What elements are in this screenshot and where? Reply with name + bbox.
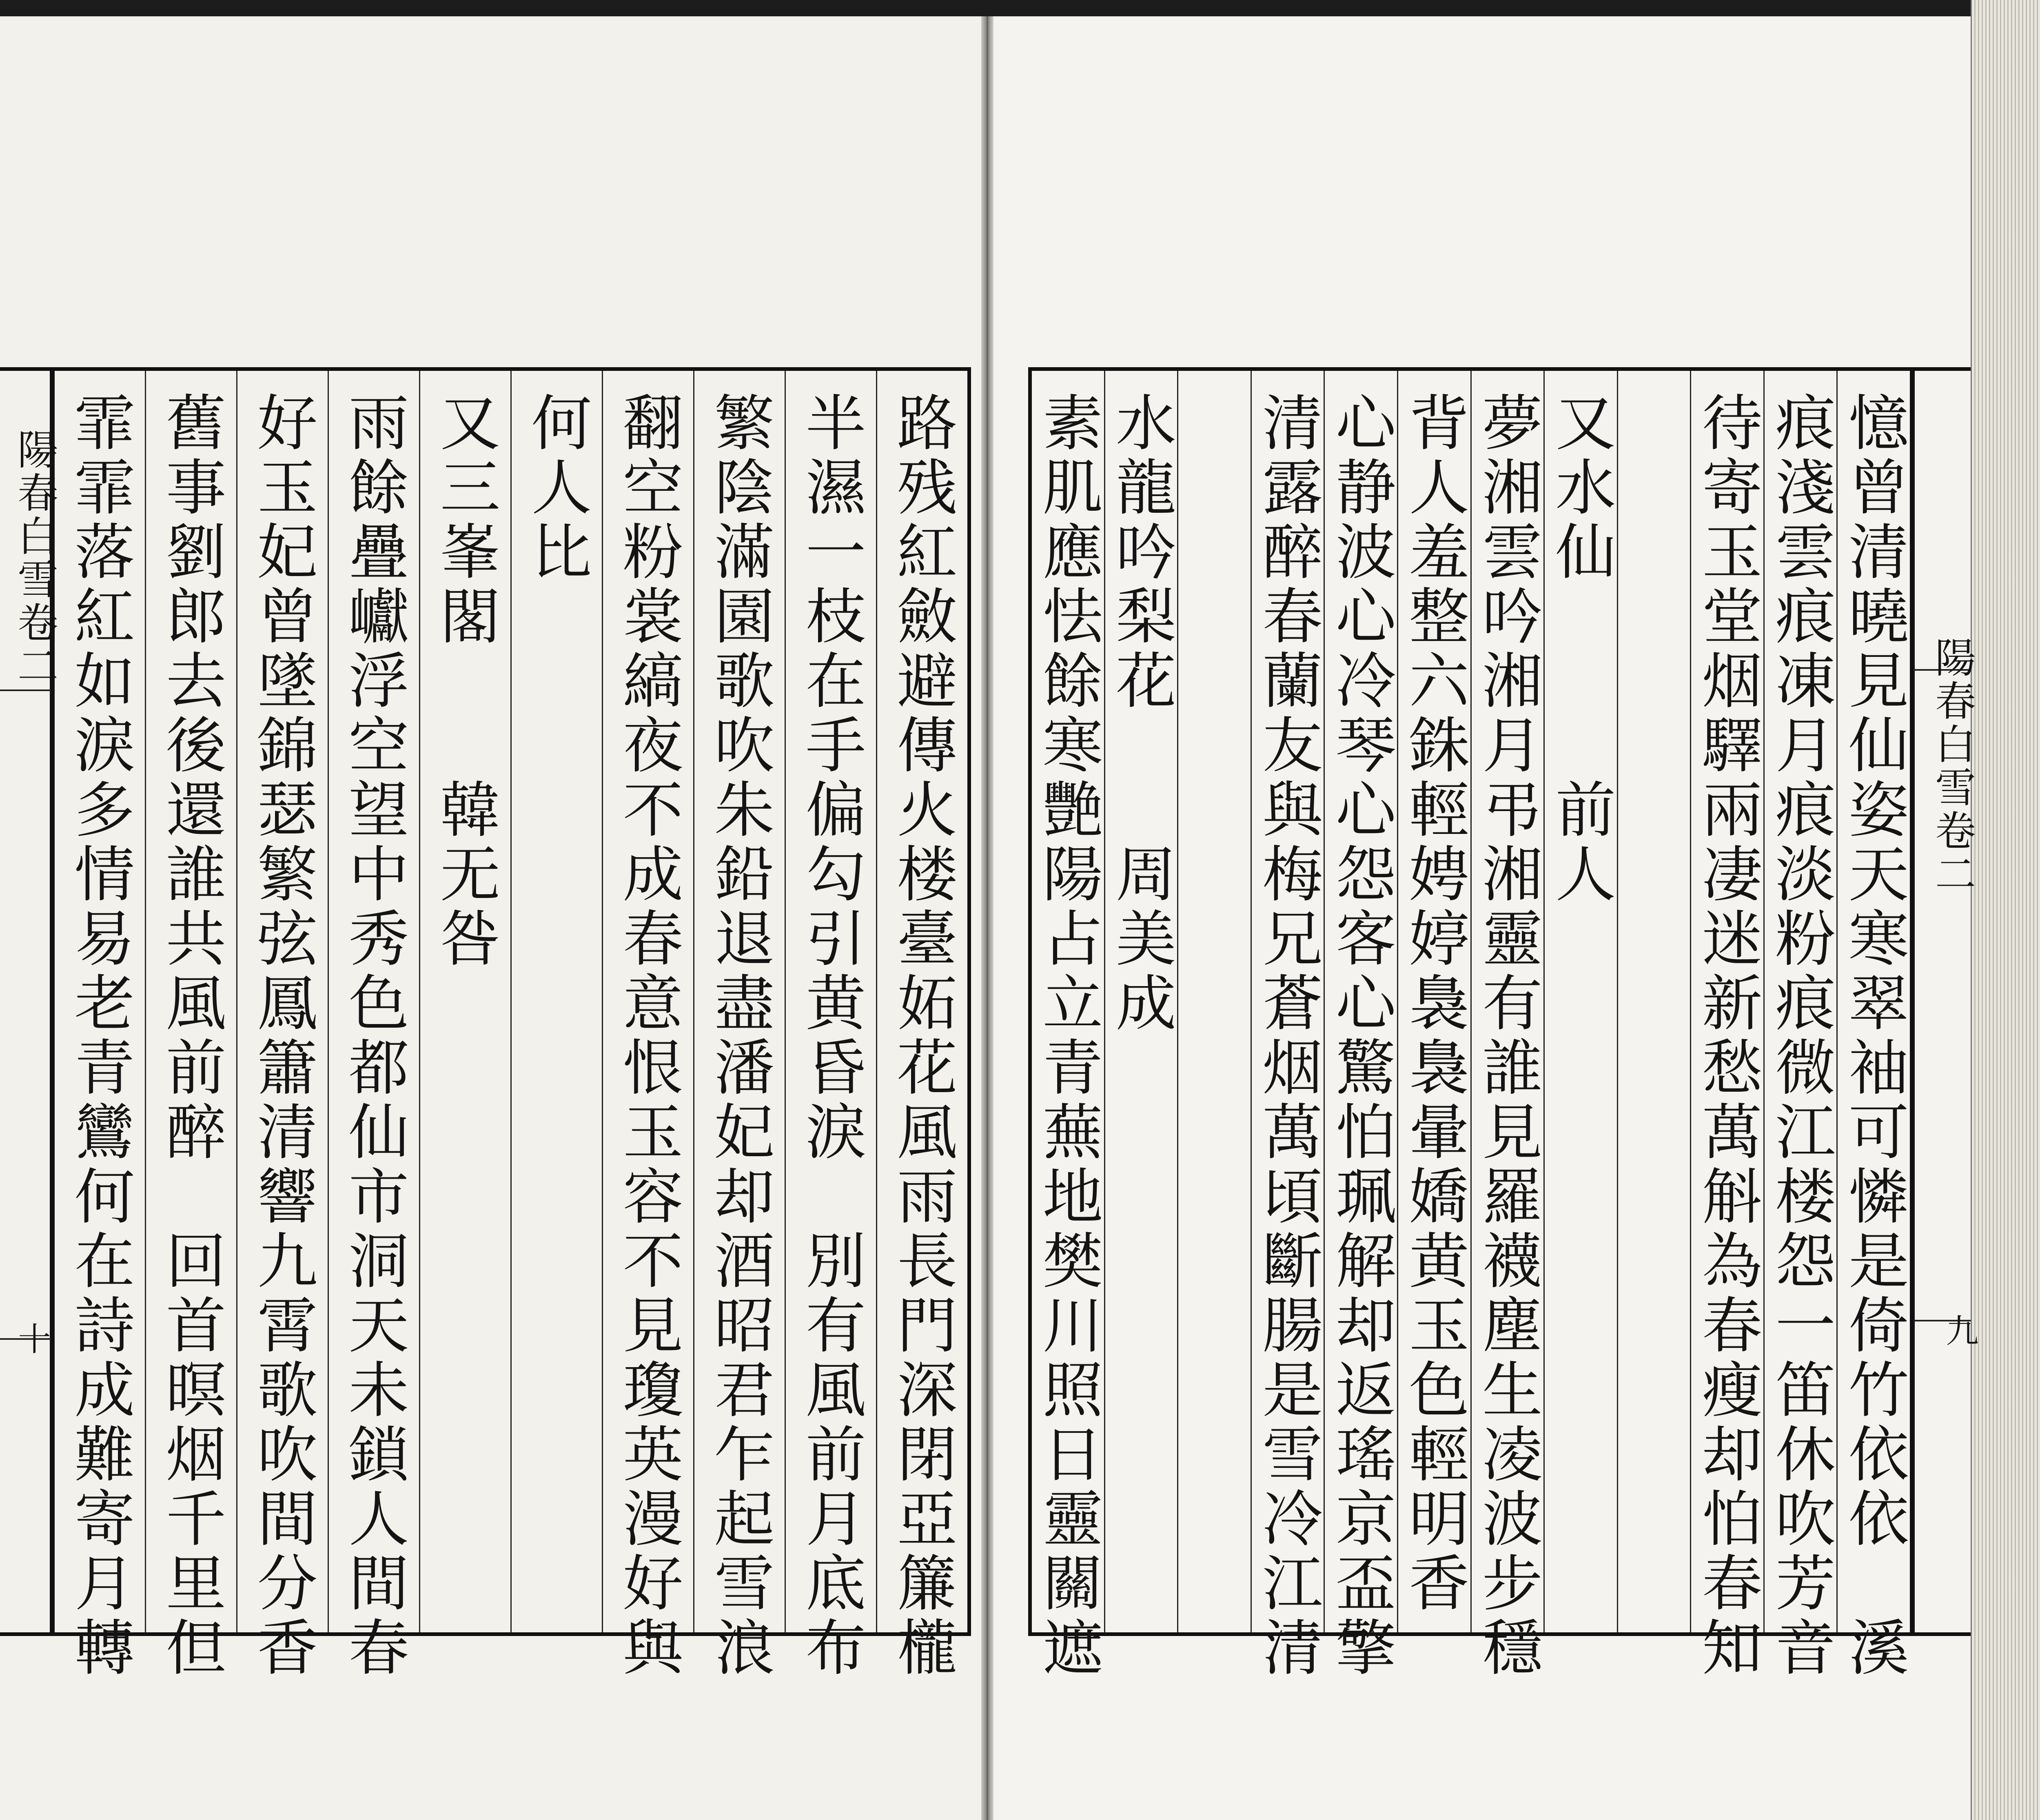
book-gutter [981,16,993,1820]
column-text: 翻空粉裳縞夜不成春意恨玉容不見瓊英漫好與 [613,391,683,1680]
column-text: 路残紅斂避傳火楼臺妬花風雨長門深閉亞簾櫳 [887,391,958,1680]
column-text: 待寄玉堂烟驛兩凄迷新愁萬斛為春瘦却怕春知 [1692,391,1763,1680]
column-heading: 又三峯閣 韓无咎 [430,391,501,971]
right-margin-title: 陽春白雪卷二 [1928,636,1976,896]
column-text: 清露醉春蘭友與梅兄蒼烟萬頃斷腸是雪冷江清 [1253,391,1323,1680]
text-column [1763,371,1837,1680]
text-column [1251,371,1324,1680]
text-column-empty [1617,371,1690,1632]
column-text: 痕淺雲痕凍月痕淡粉痕微江楼怨一笛休吹芳音 [1765,391,1836,1680]
left-folio-number: 十 [13,1322,51,1354]
column-heading: 水龍吟梨花 周美成 [1106,391,1176,1036]
column-text: 背人羞整六銖輕娉婷裊裊暈嬌黄玉色輕明香 [1399,391,1470,1616]
text-column [1324,371,1397,1680]
text-column [1397,371,1470,1632]
column-text: 憶曾清曉見仙姿天寒翠袖可憐是倚竹依依 溪 [1838,391,1909,1680]
column-text: 好玉妃曾墜錦瑟繁弦鳳簫清響九霄歌吹間分香 [247,391,318,1680]
left-fishtail-line [0,689,51,691]
text-column [1543,371,1617,1632]
page-edges [1971,0,2040,1820]
text-column [236,371,328,1680]
text-column [328,371,419,1680]
text-column [1836,371,1910,1680]
column-heading: 又水仙 前人 [1546,391,1616,907]
text-column [419,371,510,1632]
text-column [1690,371,1763,1680]
column-text: 雨餘疊巘浮空望中秀色都仙市洞天未鎖人間春 [339,391,409,1680]
column-text: 夢湘雲吟湘月弔湘靈有誰見羅襪塵生凌波步穩 [1472,391,1543,1680]
text-column [876,371,967,1680]
text-column [55,371,145,1680]
text-column [602,371,693,1680]
column-text: 舊事劉郎去後還誰共風前醉 回首暝烟千里但 [156,391,226,1680]
right-folio-number: 九 [1940,1314,1978,1346]
left-text-frame [51,367,971,1680]
column-text: 半濕一枝在手偏勾引黄昏淚 別有風前月底布 [796,391,866,1680]
column-text: 素肌應怯餘寒艷陽占立青蕪地樊川照日靈關遮 [1033,391,1103,1680]
text-column [510,371,602,1632]
column-text: 何人比 [521,391,592,585]
column-text: 霏霏落紅如淚多情易老青鸞何在詩成難寄月轉 [64,391,135,1680]
column-text: 繁陰滿園歌吹朱鉛退盡潘妃却酒昭君乍起雪浪 [704,391,775,1680]
column-text: 心静波心冷琴心怨客心驚怕珮解却返瑤京盃擎 [1326,391,1396,1680]
text-column [1104,371,1177,1632]
left-margin-title: 陽春白雪卷二 [11,428,58,688]
text-column [145,371,236,1680]
text-column-empty [1177,371,1251,1632]
right-text-frame [1028,367,1914,1680]
text-column [1032,371,1104,1680]
text-column [785,371,876,1680]
text-column [1470,371,1544,1680]
text-column [693,371,785,1680]
right-page-center-margin [1914,367,1971,1636]
